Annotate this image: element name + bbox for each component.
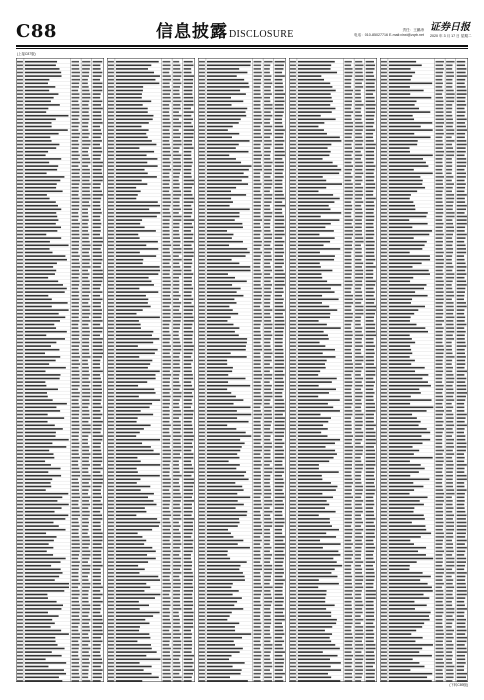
continued-note: (下转C89版) (449, 683, 468, 687)
holdings-table-grid (16, 58, 468, 682)
section-title-chinese: 信息披露 (156, 22, 228, 42)
newspaper-logo (430, 22, 472, 44)
section-title (156, 22, 294, 42)
contact-line: 电话：010-85027716 E-mail:xinxi@zqrb.net (354, 33, 424, 37)
masthead-rule-thick (16, 45, 468, 47)
table-column-block (16, 58, 104, 682)
issue-date: 2020 年 3 月 17 日 星期二 (430, 34, 472, 38)
disclosure-table-area (16, 52, 468, 682)
table-column-block (107, 58, 195, 682)
page-number: C88 (16, 21, 57, 42)
table-column-block (289, 58, 377, 682)
section-title-english: DISCLOSURE (229, 29, 294, 40)
table-column-block (198, 58, 286, 682)
masthead-info (328, 28, 424, 38)
brand-logo: 证券日报 (430, 22, 470, 33)
masthead (16, 21, 472, 44)
editor-line: 责任：王鹏涛 (402, 28, 424, 32)
continuation-caption: (上接C87版) (17, 52, 36, 56)
table-column-block (380, 58, 468, 682)
masthead-rule-thin (16, 48, 468, 49)
